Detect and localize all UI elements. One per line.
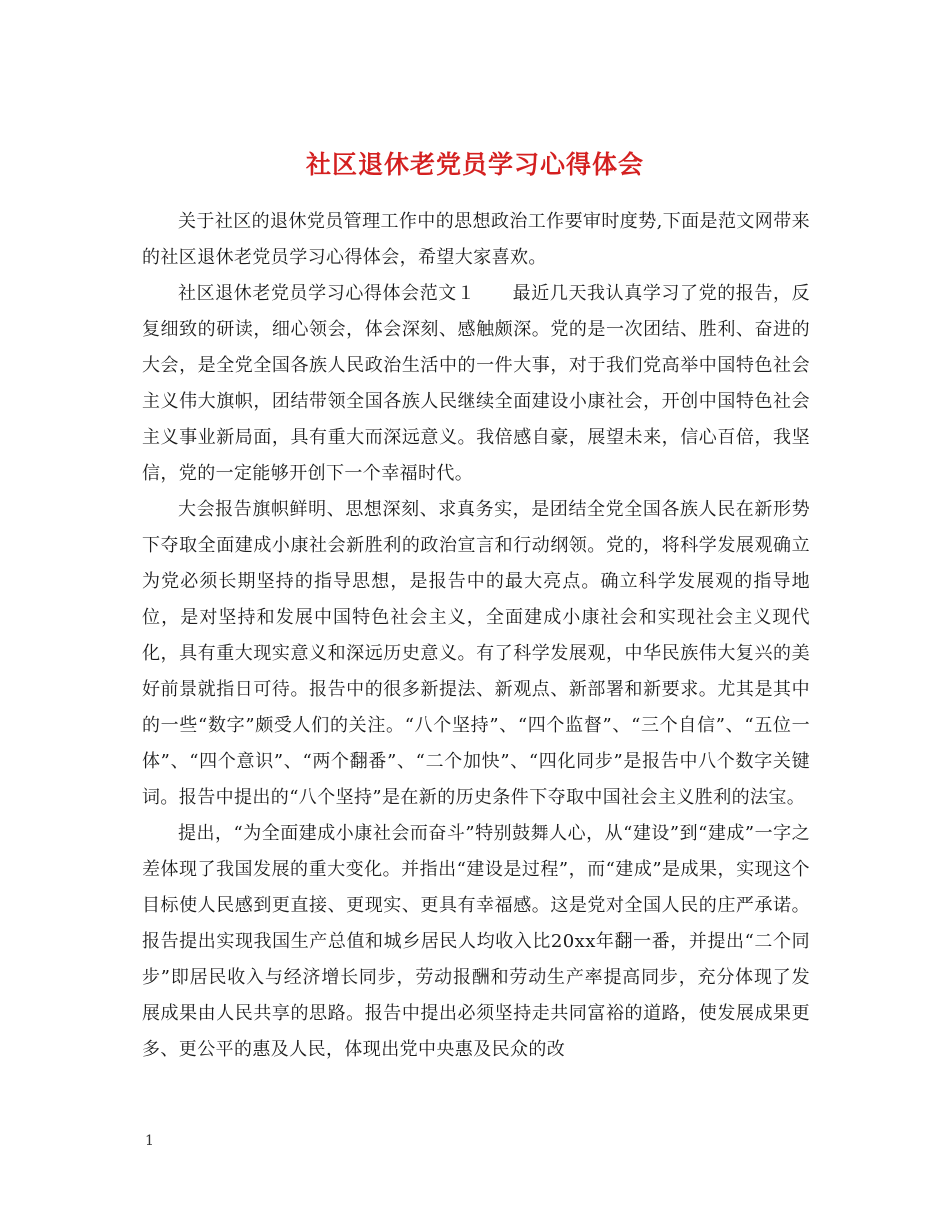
document-body bbox=[142, 204, 810, 1068]
paragraph-report-highlights: 大会报告旗帜鲜明、思想深刻、求真务实，是团结全党全国各族人民在新形势下夺取全面建成小康社会新胜利的政治宣言和行动纲领。党的，将科学发展观确立为党必须长期坚持的指导思想，是报告中的最大亮点。确立科学发展观的指导地位，是对坚持和发展中国特色社会主义，全面建成小康社会和实现社会主义现代化，具有重大现实意义和深远历史意义。有了科学发展观，中华民族伟大复兴的美好前景就指日可待。报告中的很多新提法、新观点、新部署和新要求。尤其是其中的一些“数字”颇受人们的关注。“八个坚持”、“四个监督”、“三个自信”、“五位一体”、“四个意识”、“两个翻番”、“二个加快”、“四化同步”是报告中八个数字关键词。报告中提出的“八个坚持”是在新的历史条件下夺取中国社会主义胜利的法宝。 bbox=[142, 499, 810, 808]
document-title: 社区退休老党员学习心得体会 bbox=[305, 149, 644, 179]
paragraph-sample-1: 社区退休老党员学习心得体会范文１ 最近几天我认真学习了党的报告，反复细致的研读，细心领会，体会深刻、感触颇深。党的是一次团结、胜利、奋进的大会，是全党全国各族人民政治生活中的一件大事，对于我们党高举中国特色社会主义伟大旗帜，团结带领全国各族人民继续全面建设小康社会，开创中国特色社会主义事业新局面，具有重大而深远意义。我倍感自豪，展望未来，信心百倍，我坚信，党的一定能够开创下一个幸福时代。 bbox=[142, 283, 810, 484]
page-number: 1 bbox=[145, 1133, 154, 1149]
paragraph-prosperity-goal: 提出，“为全面建成小康社会而奋斗”特别鼓舞人心，从“建设”到“建成”一字之差体现了我国发展的重大变化。并指出“建设是过程”，而“建成”是成果，实现这个目标使人民感到更直接、更现实、更具有幸福感。这是党对全国人民的庄严承诺。报告提出实现我国生产总值和城乡居民人均收入比20xx年翻一番，并提出“二个同步”即居民收入与经济增长同步，劳动报酬和劳动生产率提高同步，充分体现了发展成果由人民共享的思路。报告中提出必须坚持走共同富裕的道路，使发展成果更多、更公平的惠及人民，体现出党中央惠及民众的改 bbox=[142, 823, 810, 1060]
paragraph-intro: 关于社区的退休党员管理工作中的思想政治工作要审时度势,下面是范文网带来的社区退休老党员学习心得体会，希望大家喜欢。 bbox=[142, 211, 810, 268]
